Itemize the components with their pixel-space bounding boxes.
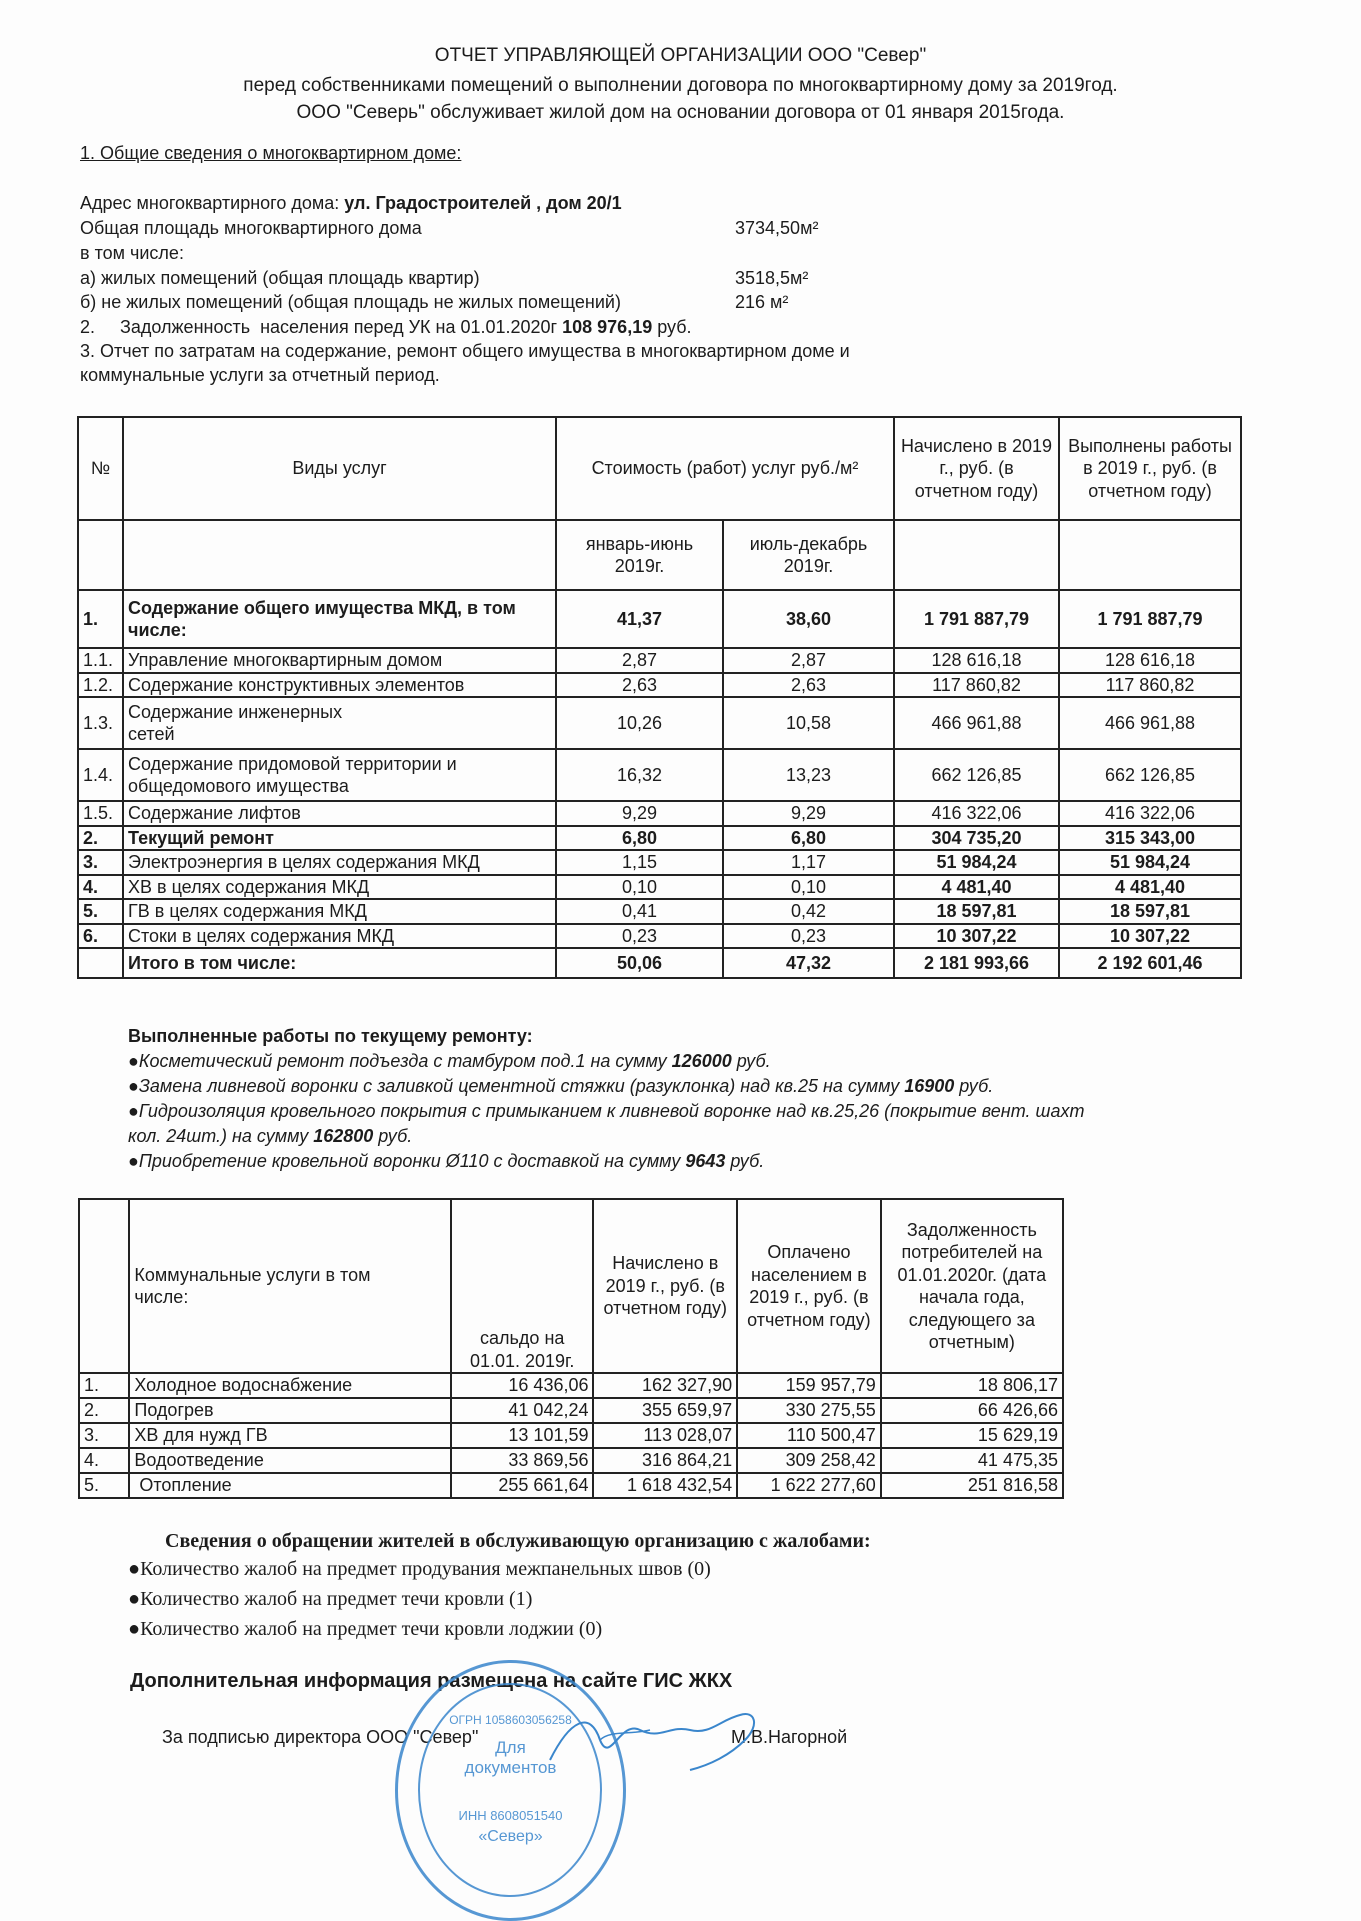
header-balance: сальдо на 01.01. 2019г. [451,1199,594,1373]
table-row: 1.4. Содержание придомовой территории и общедомового имущества 16,32 13,23 662 126,85 662 126,85 [78,749,1241,801]
table-row: 1.1. Управление многоквартирным домом 2,87 2,87 128 616,18 128 616,18 [78,648,1241,673]
table-row: 1.5. Содержание лифтов 9,29 9,29 416 322,06 416 322,06 [78,801,1241,826]
debt-suffix: руб. [652,317,692,337]
table-row: 1. Холодное водоснабжение 16 436,06 162 327,90 159 957,79 18 806,17 [79,1373,1063,1398]
residential-label: а) жилых помещений (общая площадь квартир) [80,268,480,288]
address-value: ул. Градостроителей , дом 20/1 [344,193,622,213]
table-header-row [78,417,1241,520]
address-line [80,193,622,214]
stamp-inn: ИНН 8608051540 [458,1808,563,1823]
table-row: 4. Водоотведение 33 869,56 316 864,21 309 258,42 41 475,35 [79,1448,1063,1473]
repair-item: ●Гидроизоляция кровельного покрытия с примыканием к ливневой воронке над кв.25,26 (покрытие вент. шахт [128,1101,1085,1121]
header-num: № [78,417,123,520]
header-accrued: Начислено в 2019 г., руб. (в отчетном году) [593,1199,737,1373]
header-type: Виды услуг [123,417,556,520]
table-row: 5. ГВ в целях содержания МКД 0,41 0,42 18 597,81 18 597,81 [78,899,1241,924]
report-line-2: коммунальные услуги за отчетный период. [80,365,440,385]
repair-item: ●Косметический ремонт подъезда с тамбуром под.1 на сумму 126000 руб. [128,1051,771,1071]
stamp-center-2: документов [464,1758,557,1777]
table-row: 1.2. Содержание конструктивных элементов 2,63 2,63 117 860,82 117 860,82 [78,673,1241,698]
table-row: 3. Электроэнергия в целях содержания МКД 1,15 1,17 51 984,24 51 984,24 [78,850,1241,875]
utilities-table [78,1198,1064,1499]
table-row: 3. ХВ для нужд ГВ 13 101,59 113 028,07 110 500,47 15 629,19 [79,1423,1063,1448]
gis-note: Дополнительная информация размещена на сайте ГИС ЖКХ [130,1670,733,1692]
nonresidential-label: б) не жилых помещений (общая площадь не жилых помещений) [80,292,621,312]
services-table [77,416,1242,979]
director-name: М.В.Нагорной [731,1727,848,1747]
header-period-2: июль-декабрь 2019г. [723,520,894,590]
table-row: 2. Текущий ремонт 6,80 6,80 304 735,20 315 343,00 [78,826,1241,851]
header-performed: Выполнены работы в 2019 г., руб. (в отчетном году) [1059,417,1241,520]
total-area-label: Общая площадь многоквартирного дома [80,218,422,238]
table-row: 1. Содержание общего имущества МКД, в том числе: 41,37 38,60 1 791 887,79 1 791 887,79 [78,590,1241,648]
repairs-title: Выполненные работы по текущему ремонту: [128,1026,533,1046]
table-row: 4. ХВ в целях содержания МКД 0,10 0,10 4 481,40 4 481,40 [78,875,1241,900]
header-accrued: Начислено в 2019 г., руб. (в отчетном году) [894,417,1059,520]
header-utility-name: Коммунальные услуги в том числе: [129,1199,451,1373]
debt-line [80,317,692,338]
complaint-item: ●Количество жалоб на предмет продувания межпанельных швов (0) [128,1558,711,1580]
report-subtitle: перед собственниками помещений о выполнении договора по многоквартирному дому за 2019год. [243,75,1118,96]
repair-item: ●Приобретение кровельной воронки Ø110 с доставкой на сумму 9643 руб. [128,1151,765,1171]
table-total-row: Итого в том числе: 50,06 47,32 2 181 993,66 2 192 601,46 [78,948,1241,978]
header-cost: Стоимость (работ) услуг руб./м² [556,417,894,520]
header-period-1: январь-июнь 2019г. [556,520,723,590]
repair-item-continued: кол. 24шт.) на сумму 162800 руб. [128,1126,413,1146]
contract-line: ООО "Северь" обслуживает жилой дом на основании договора от 01 января 2015года. [296,102,1065,123]
complaint-item: ●Количество жалоб на предмет течи кровли лоджии (0) [128,1618,603,1640]
report-line-1: 3. Отчет по затратам на содержание, ремонт общего имущества в многоквартирном доме и [80,341,850,361]
residential-value: 3518,5м² [735,268,809,288]
debt-value: 108 976,19 [562,317,653,337]
address-label: Адрес многоквартирного дома: [80,193,345,213]
table-row: 2. Подогрев 41 042,24 355 659,97 330 275,55 66 426,66 [79,1398,1063,1423]
stamp-org: «Север» [478,1828,543,1845]
repair-item: ●Замена ливневой воронки с заливкой цементной стяжки (разуклонка) над кв.25 на сумму 16900 руб. [128,1076,994,1096]
including-label: в том числе: [80,243,184,263]
header-paid: Оплачено населением в 2019 г., руб. (в отчетном году) [737,1199,881,1373]
total-area-value: 3734,50м² [735,218,819,238]
stamp-center-1: Для [495,1738,526,1757]
section-title-general: 1. Общие сведения о многоквартирном доме: [80,143,462,163]
complaints-title: Сведения о обращении жителей в обслуживающую организацию с жалобами: [165,1530,871,1552]
complaint-item: ●Количество жалоб на предмет течи кровли (1) [128,1588,533,1610]
table-header-row [79,1199,1063,1373]
header-debt: Задолженность потребителей на 01.01.2020г. (дата начала года, следующего за отчетным) [881,1199,1063,1373]
debt-prefix: 2. Задолженность населения перед УК на 01.01.2020г [80,317,563,337]
stamp-ogrn: ОГРН 1058603056258 [449,1713,572,1727]
table-subheader-row [78,520,1241,590]
table-row: 6. Стоки в целях содержания МКД 0,23 0,23 10 307,22 10 307,22 [78,924,1241,949]
nonresidential-value: 216 м² [735,292,789,312]
signature-icon [540,1700,780,1780]
signature-label: За подписью директора ООО "Север" [162,1727,479,1747]
table-row: 1.3. Содержание инженерных сетей 10,26 10,58 466 961,88 466 961,88 [78,697,1241,749]
report-title: ОТЧЕТ УПРАВЛЯЮЩЕЙ ОРГАНИЗАЦИИ ООО "Север" [434,45,927,66]
table-row: 5. Отопление 255 661,64 1 618 432,54 1 622 277,60 251 816,58 [79,1473,1063,1498]
